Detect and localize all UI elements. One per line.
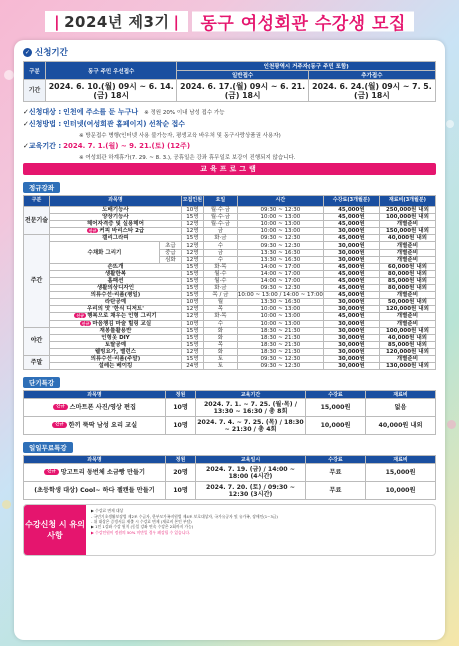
- course-name: 헤어자격증 및 실용헤어: [86, 221, 144, 228]
- fee: 30,000원: [323, 348, 379, 355]
- table-row: [24, 334, 436, 341]
- material-fee: 개별준비: [379, 292, 435, 299]
- weekday: 화: [203, 327, 237, 334]
- weekday: 월·수·금: [203, 214, 237, 221]
- cap: 12명: [181, 256, 203, 263]
- material-fee: 130,000원 내외: [379, 363, 435, 370]
- material-fee: 개별준비: [379, 249, 435, 256]
- course-name: 토탈공예: [104, 341, 127, 348]
- cap: 24명: [181, 363, 203, 370]
- cap: 15명: [181, 341, 203, 348]
- material-fee: 개별준비: [379, 256, 435, 263]
- bullet-icon: ✓: [23, 142, 29, 150]
- th: 교육일시: [196, 456, 306, 464]
- time: 14:00 ~ 17:00: [237, 277, 323, 284]
- table-row: [24, 292, 436, 299]
- section-heading: 신청기간: [35, 48, 68, 58]
- course-name: (초등학생 대상) Cool~ 하다 젤캔들 만들기: [34, 487, 155, 495]
- caution-item: ▶ 수강료 면제 대상: [91, 508, 124, 514]
- material-fee: 60,000원 내외: [379, 263, 435, 270]
- decor-dot: [2, 500, 11, 509]
- cap: 12명: [181, 306, 203, 313]
- material-fee: 개별준비: [379, 221, 435, 228]
- time: 18:30 ~ 21:30: [237, 348, 323, 355]
- program-bar: 교육프로그램: [23, 163, 436, 175]
- period: 2024. 7. 1. ~ 7. 25. (월·목) / 13:30 ~ 16:30 / 총 8회: [196, 399, 306, 417]
- table-row: [24, 399, 436, 417]
- material-fee: 100,000원 내외: [379, 327, 435, 334]
- fee: 30,000원: [323, 327, 379, 334]
- decor-dot: [4, 70, 14, 80]
- th: 재료비: [366, 456, 436, 464]
- period: 2024. 7. 4. ~ 7. 25. (목) / 18:30 ~ 21:30 / 총 4회: [197, 418, 304, 433]
- fee: 45,000원: [323, 292, 379, 299]
- info-value: 2024. 7. 1.(월) ~ 9. 21.(토) (12주): [63, 142, 191, 150]
- fee: 45,000원: [323, 221, 379, 228]
- section-apply-period: [23, 46, 436, 58]
- fee: 30,000원: [323, 299, 379, 306]
- weekday: 월·수: [203, 270, 237, 277]
- general-period: 2024. 6. 17.(월) 09시 ~ 6. 21.(금) 18시: [177, 80, 308, 102]
- material-fee: 개별준비: [379, 313, 435, 320]
- table-row: [24, 327, 436, 334]
- table-row: [24, 242, 436, 249]
- table-row: [24, 221, 436, 228]
- decor-dot: [447, 420, 456, 429]
- material-fee: 개별준비: [379, 355, 435, 362]
- th: 재료비: [366, 391, 436, 399]
- th: 시간: [237, 196, 323, 207]
- th: 교육기간: [196, 391, 306, 399]
- course-name: 웰빙요가, 밸런스: [94, 348, 137, 355]
- table-row: [24, 299, 436, 306]
- course-level: 초급: [159, 242, 181, 249]
- info-key: 신청방법 :: [28, 120, 62, 128]
- material-fee: 85,000원 내외: [379, 341, 435, 348]
- fee: 30,000원: [323, 355, 379, 362]
- fee: 30,000원: [323, 256, 379, 263]
- weekday: 화·목: [203, 263, 237, 270]
- short-course-tag: 단기특강: [23, 377, 60, 388]
- th: 구분: [24, 196, 50, 207]
- th: 수강료: [306, 391, 366, 399]
- info-value: 인터넷(여성회관 홈페이지) 선착순 접수: [63, 120, 186, 128]
- cap: 12명: [181, 249, 203, 256]
- time: 13:30 ~ 16:30: [237, 249, 323, 256]
- fee: 30,000원: [323, 320, 379, 327]
- row-label: 기간: [24, 80, 46, 102]
- time: 10:00 ~ 13:00: [237, 221, 323, 228]
- course-name: 한끼 뚝딱 남성 요리 교실: [68, 422, 138, 430]
- material-fee: 40,000원 내외: [379, 334, 435, 341]
- course-name: 양장기능사: [102, 214, 129, 221]
- weekday: 수: [203, 256, 237, 263]
- cap: 15명: [181, 235, 203, 242]
- fee: 45,000원: [323, 263, 379, 270]
- fee: 30,000원: [323, 228, 379, 235]
- course-name: 의류수선·리폼(평일): [90, 292, 141, 299]
- table-row: [24, 207, 436, 214]
- fee: 15,000원: [306, 399, 366, 417]
- th: 요일: [203, 196, 237, 207]
- info-value: 인천에 주소를 둔 누구나: [63, 108, 139, 116]
- time: 13:30 ~ 16:30: [237, 256, 323, 263]
- weekday: 화·금: [203, 235, 237, 242]
- time: 10:00 ~ 13:00: [237, 306, 323, 313]
- period: 2024. 7. 19. (금) / 14:00 ~ 18:00 (4시간): [196, 464, 306, 482]
- material-fee: 85,000원 내외: [379, 277, 435, 284]
- material-fee: 80,000원 내외: [379, 270, 435, 277]
- mat: 15,000원: [366, 464, 436, 482]
- weekday: 화: [203, 334, 237, 341]
- course-name: 망고트리 동번체 소금빵 만들기: [60, 469, 145, 477]
- weekday: 화·목: [203, 313, 237, 320]
- time: 18:30 ~ 21:30: [237, 327, 323, 334]
- material-fee: 150,000원 내외: [379, 228, 435, 235]
- extra-period: 2024. 6. 24.(월) 09시 ~ 7. 5.(금) 18시: [308, 80, 435, 102]
- material-fee: 250,000원 내외: [379, 207, 435, 214]
- cap: 15명: [181, 263, 203, 270]
- course-name: 손뜨개: [107, 263, 124, 270]
- weekday: 월: [203, 299, 237, 306]
- material-fee: 개별준비: [379, 242, 435, 249]
- cap: 12명: [181, 242, 203, 249]
- course-name: 행복으로 채우는 인형 그리기: [87, 313, 157, 320]
- time: 09:30 ~ 12:30: [237, 363, 323, 370]
- cautions-list: [86, 505, 283, 555]
- cautions-box: [23, 504, 436, 556]
- time: 10:00 ~ 13:00 / 14:00 ~ 17:00: [237, 292, 323, 299]
- new-badge: 신규: [44, 469, 59, 475]
- course-name: 스마트폰 사진/영상 편집: [69, 404, 137, 412]
- local-period: 2024. 6. 10.(월) 09시 ~ 6. 14.(금) 18시: [46, 80, 177, 102]
- time: 09:30 ~ 12:30: [237, 285, 323, 292]
- material-fee: 100,000원 내외: [379, 214, 435, 221]
- new-badge: 신규: [53, 404, 68, 410]
- regular-tag: 정규강좌: [23, 182, 60, 193]
- method-note: ※ 방문접수 병행(인터넷 사용 불가능자, 평생교육 바우처 및 동구사랑상품권 사용자): [79, 133, 281, 139]
- cap: 15명: [181, 277, 203, 284]
- time: 18:30 ~ 21:30: [237, 341, 323, 348]
- time: 14:00 ~ 17:00: [237, 270, 323, 277]
- mat: 없음: [366, 399, 436, 417]
- page-title: | 2024년 제3기 | 동구 여성회관 수강생 모집: [24, 6, 435, 36]
- weekday: 화·금: [203, 285, 237, 292]
- course-name: 캘리그라피: [102, 235, 129, 242]
- cap: 12명: [181, 221, 203, 228]
- material-fee: 120,000원 내외: [379, 348, 435, 355]
- th: 정원: [166, 391, 196, 399]
- cap: 10명: [181, 207, 203, 214]
- time: 10:00 ~ 13:00: [237, 320, 323, 327]
- course-name: 홈패션: [107, 277, 124, 284]
- title-text: 동구 여성회관 수강생 모집: [192, 9, 413, 34]
- course-name: 도배기능사: [102, 207, 129, 214]
- table-row: [24, 417, 436, 435]
- table-row: [24, 348, 436, 355]
- fee: 45,000원: [323, 285, 379, 292]
- weekday: 금: [203, 249, 237, 256]
- material-fee: 80,000원 내외: [379, 285, 435, 292]
- weekday: 목: [203, 341, 237, 348]
- cap: 15명: [181, 327, 203, 334]
- table-row: [24, 363, 436, 370]
- bullet-icon: ✓: [24, 48, 31, 56]
- info-target: [23, 107, 436, 117]
- weekday: 수: [203, 242, 237, 249]
- mat: 10,000원: [366, 482, 436, 500]
- course-level: 중급: [159, 249, 181, 256]
- course-name: 설레는 베이킹: [98, 363, 133, 370]
- group-label: 주간: [24, 235, 50, 327]
- cap: 15명: [181, 214, 203, 221]
- info-key: 신청대상 :: [28, 108, 62, 116]
- time: 09:30 ~ 12:30: [237, 355, 323, 362]
- decor-dot: [446, 120, 454, 128]
- time: 10:00 ~ 13:00: [237, 214, 323, 221]
- time: 10:00 ~ 13:00: [237, 313, 323, 320]
- caution-item: ▶ 1인 1강좌 수강 원칙 (동일 강좌 연속 수강은 2회까지 가능): [91, 524, 194, 530]
- fee: 45,000원: [323, 207, 379, 214]
- info-period: [23, 141, 436, 151]
- table-row: [24, 306, 436, 313]
- new-badge: 신규: [88, 228, 97, 234]
- caution-item: ▶ 수강인원이 정원의 50% 미만일 경우 폐강될 수 있습니다.: [91, 529, 191, 535]
- th: 과목명: [50, 196, 182, 207]
- th-extra: 추가접수: [308, 71, 435, 80]
- table-row: [24, 214, 436, 221]
- fee: 45,000원: [323, 277, 379, 284]
- fee: 무료: [306, 464, 366, 482]
- cap: 10명: [166, 399, 196, 417]
- material-fee: 개별준비: [379, 320, 435, 327]
- new-badge: 신규: [81, 320, 90, 326]
- th: 과목명: [24, 391, 166, 399]
- regular-table: [23, 195, 436, 370]
- weekday: 토: [203, 355, 237, 362]
- course-name: 커피 바리스타 2급: [99, 228, 145, 235]
- year-label: 2024년 제3기: [64, 12, 170, 31]
- course-name: 우리의 맛 '한식 디저트': [86, 306, 144, 313]
- cap: 12명: [181, 313, 203, 320]
- cap: 12명: [181, 348, 203, 355]
- period-note: ※ 여성회관 하계휴가(7. 29. ~ 8. 3.), 공휴일은 강좌 휴무일로 보강이 진행되지 않습니다.: [79, 155, 296, 161]
- cap: 15명: [181, 334, 203, 341]
- table-row: [24, 277, 436, 284]
- bullet-icon: ✓: [23, 120, 29, 128]
- info-note: ※ 정원 20% 이내 남성 접수 가능: [144, 110, 225, 116]
- th-group: 인천광역시 거주자(동구 주민 포함): [177, 62, 436, 71]
- weekday: 월·수·금: [203, 221, 237, 228]
- th: 과목명: [24, 456, 166, 464]
- table-row: [24, 235, 436, 242]
- course-level: 심화: [159, 256, 181, 263]
- weekday: 목: [203, 306, 237, 313]
- caution-item: - 국민기초생활보장법 제2조 수급자, 한부모가족지원법 제4조 보호대상자, 국가유공자 및 유가족, 장애인(1~3급): [91, 513, 278, 519]
- time: 09:30 ~ 12:30: [237, 207, 323, 214]
- th-general: 일반접수: [177, 71, 308, 80]
- group-label: 야간: [24, 327, 50, 355]
- time: 18:30 ~ 21:30: [237, 334, 323, 341]
- fee: 30,000원: [323, 242, 379, 249]
- time: 09:30 ~ 12:30: [237, 235, 323, 242]
- course-name: 재봉틀활용반: [99, 327, 132, 334]
- free-course-tag: 일일무료특강: [23, 442, 73, 453]
- weekday: 월·수: [203, 277, 237, 284]
- fee: 30,000원: [323, 334, 379, 341]
- bullet-icon: ✓: [23, 108, 29, 116]
- th: 수강료(3개월분): [323, 196, 379, 207]
- fee: 45,000원: [323, 313, 379, 320]
- group-label: 주말: [24, 355, 50, 369]
- th-category: 구분: [24, 62, 46, 80]
- schedule-table: [23, 61, 436, 102]
- course-name: 생활의상디자인: [96, 285, 135, 292]
- cap: 15명: [181, 285, 203, 292]
- document-paper: [14, 40, 445, 640]
- weekday: 목 / 금: [203, 292, 237, 299]
- period: 2024. 7. 20. (토) / 09:30 ~ 12:30 (3시간): [196, 482, 306, 500]
- th: 수강료: [306, 456, 366, 464]
- weekday: 화: [203, 348, 237, 355]
- cap: 15명: [181, 292, 203, 299]
- table-row: [24, 285, 436, 292]
- cap: 15명: [181, 355, 203, 362]
- weekday: 토: [203, 363, 237, 370]
- weekday: 수: [203, 320, 237, 327]
- fee: 30,000원: [323, 249, 379, 256]
- mat: 40,000원 내외: [366, 417, 436, 435]
- material-fee: 120,000원 내외: [379, 306, 435, 313]
- course-name: 인형옷 DIY: [101, 334, 130, 341]
- fee: 30,000원: [323, 363, 379, 370]
- cap: 15명: [181, 270, 203, 277]
- table-row: [24, 270, 436, 277]
- cap: 10명: [166, 417, 196, 435]
- group-label: 전문기술: [24, 207, 50, 235]
- info-key: 교육기간 :: [28, 142, 62, 150]
- fee: 무료: [306, 482, 366, 500]
- course-name: 라탄공예: [104, 299, 127, 306]
- th: 모집인원: [181, 196, 203, 207]
- time: 13:30 ~ 16:30: [237, 299, 323, 306]
- th: 재료비(3개월분): [379, 196, 435, 207]
- cap: 12명: [181, 228, 203, 235]
- cap: 10명: [181, 320, 203, 327]
- table-row: [24, 263, 436, 270]
- table-row: [24, 341, 436, 348]
- weekday: 월·수·금: [203, 207, 237, 214]
- course-name: 생활한복: [104, 270, 127, 277]
- cap: 20명: [166, 464, 196, 482]
- table-row: [24, 228, 436, 235]
- new-badge: 신규: [52, 422, 67, 428]
- material-fee: 40,000원 내외: [379, 235, 435, 242]
- th-local: 동구 주민 우선접수: [46, 62, 177, 80]
- fee: 45,000원: [323, 235, 379, 242]
- weekday: 금: [203, 228, 237, 235]
- time: 10:00 ~ 13:00: [237, 228, 323, 235]
- fee: 10,000원: [306, 417, 366, 435]
- short-course-table: [23, 390, 436, 435]
- fee: 45,000원: [323, 214, 379, 221]
- fee: 30,000원: [323, 341, 379, 348]
- table-row: [24, 482, 436, 500]
- course-name: 의류수선·리폼(주말): [90, 356, 141, 363]
- cap: 10명: [181, 299, 203, 306]
- cap: 10명: [166, 482, 196, 500]
- fee: 45,000원: [323, 270, 379, 277]
- table-row: [24, 464, 436, 482]
- cautions-label: 수강신청 시 유의사항: [24, 505, 86, 555]
- free-course-table: [23, 455, 436, 500]
- table-row: [24, 320, 436, 327]
- new-badge: 신규: [76, 313, 85, 319]
- caution-item: - 위 대상은 증빙서류 제출 시 수강료 면제 (재료비 본인 부담): [91, 518, 192, 524]
- course-name: 마음챙김 마술 힐링 교실: [92, 320, 152, 327]
- time: 09:30 ~ 12:30: [237, 242, 323, 249]
- course-name: 수채화 그리기: [87, 249, 122, 256]
- th: 정원: [166, 456, 196, 464]
- time: 14:00 ~ 17:00: [237, 263, 323, 270]
- material-fee: 50,000원 내외: [379, 299, 435, 306]
- fee: 30,000원: [323, 306, 379, 313]
- table-row: [24, 355, 436, 362]
- info-method: [23, 119, 436, 129]
- table-row: [24, 313, 436, 320]
